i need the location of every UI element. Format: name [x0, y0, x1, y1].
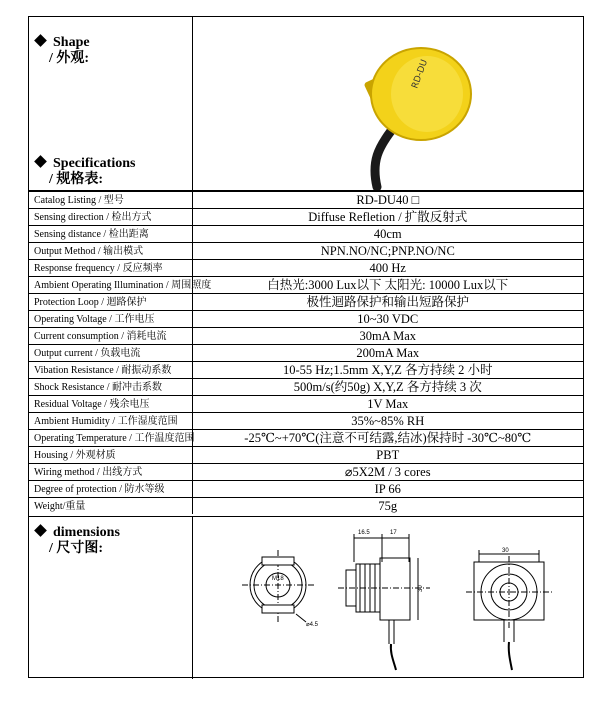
spec-row: [29, 447, 583, 464]
spec-label: Vibation Resistance / 耐振动系数: [29, 362, 192, 379]
spec-label: Degree of protection / 防水等级: [29, 481, 192, 498]
spec-row: [29, 311, 583, 328]
spec-label: Protection Loop / 迴路保护: [29, 294, 192, 311]
label-thread-length: 16.5: [358, 530, 370, 536]
spec-row: [29, 430, 583, 447]
label-thread: M18: [272, 576, 284, 582]
spec-value: IP 66: [192, 481, 583, 498]
spec-value: 35%~85% RH: [192, 413, 583, 430]
spec-value: 白热光:3000 Lux以下 太阳光: 10000 Lux以下: [192, 277, 583, 294]
spec-table: [29, 191, 583, 514]
spec-row: [29, 498, 583, 515]
spec-label: Operating Temperature / 工作温度范围: [29, 430, 192, 447]
spec-row: [29, 209, 583, 226]
label-mount-hole: ⌀4.5: [306, 622, 318, 628]
spec-label: Ambient Operating Illumination / 周围照度: [29, 277, 192, 294]
datasheet: [28, 16, 584, 678]
label-rear-width: 30: [502, 548, 509, 554]
spec-value: 400 Hz: [192, 260, 583, 277]
spec-row: [29, 243, 583, 260]
spec-value: 10-55 Hz;1.5mm X,Y,Z 各方持续 2 小时: [192, 362, 583, 379]
spec-row: [29, 413, 583, 430]
spec-label: Sensing distance / 检出距离: [29, 226, 192, 243]
spec-value: 10~30 VDC: [192, 311, 583, 328]
specifications-title: Specifications: [53, 156, 136, 171]
spec-row: [29, 226, 583, 243]
spec-label: Response frequency / 反应频率: [29, 260, 192, 277]
spec-value: 500m/s(约50g) X,Y,Z 各方持续 3 次: [192, 379, 583, 396]
spec-label: Current consumption / 消耗电流: [29, 328, 192, 345]
spec-row: [29, 277, 583, 294]
spec-label: Output current / 负载电流: [29, 345, 192, 362]
spec-value: 200mA Max: [192, 345, 583, 362]
cable: [375, 131, 391, 187]
shape-title: Shape: [53, 35, 90, 50]
side-view: [338, 534, 430, 670]
dimensions-heading: [33, 525, 120, 557]
label-body-height: 30: [418, 585, 424, 592]
divider-vertical: [192, 516, 193, 679]
spec-row: [29, 260, 583, 277]
spec-label: Residual Voltage / 残余电压: [29, 396, 192, 413]
spec-value: 1V Max: [192, 396, 583, 413]
spec-value: PBT: [192, 447, 583, 464]
spec-value: Diffuse Refletion / 扩散反射式: [192, 209, 583, 226]
specifications-subtitle: / 规格表:: [49, 172, 104, 187]
shape-subtitle: / 外观:: [49, 51, 90, 66]
spec-row: [29, 345, 583, 362]
spec-value: NPN.NO/NC;PNP.NO/NC: [192, 243, 583, 260]
spec-label: Ambient Humidity / 工作湿度范围: [29, 413, 192, 430]
spec-value: ⌀5X2M / 3 cores: [192, 464, 583, 481]
label-body-length: 17: [390, 530, 397, 536]
rear-view: [466, 550, 552, 670]
spec-label: Output Method / 输出模式: [29, 243, 192, 260]
spec-label: Housing / 外观材质: [29, 447, 192, 464]
spec-label: Wiring method / 出线方式: [29, 464, 192, 481]
spec-value: 极性迴路保护和输出短路保护: [192, 294, 583, 311]
spec-label: Shock Resistance / 耐冲击系数: [29, 379, 192, 396]
shape-heading: [33, 35, 90, 67]
spec-label: Operating Voltage / 工作电压: [29, 311, 192, 328]
spec-label: Catalog Listing / 型号: [29, 192, 192, 209]
spec-row: [29, 396, 583, 413]
specifications-heading: [33, 156, 135, 188]
divider-horizontal: [29, 516, 583, 517]
spec-value: 75g: [192, 498, 583, 515]
spec-label: Sensing direction / 检出方式: [29, 209, 192, 226]
front-view: [242, 550, 314, 622]
spec-row: [29, 362, 583, 379]
diamond-bullet-icon: [34, 524, 47, 537]
spec-value: 40cm: [192, 226, 583, 243]
spec-row: [29, 192, 583, 209]
diamond-bullet-icon: [34, 34, 47, 47]
spec-row: [29, 379, 583, 396]
spec-row: [29, 464, 583, 481]
spec-row: [29, 328, 583, 345]
dimensions-subtitle: / 尺寸图:: [49, 541, 104, 556]
dimension-drawing: [234, 522, 579, 672]
spec-value: -25℃~+70℃(注意不可结露,结冰)保持时 -30℃~80℃: [192, 430, 583, 447]
spec-row: [29, 481, 583, 498]
spec-value: 30mA Max: [192, 328, 583, 345]
sensor-photo: [329, 39, 479, 189]
divider-vertical: [192, 17, 193, 191]
dimensions-title: dimensions: [53, 525, 120, 540]
spec-label: Weight/重量: [29, 498, 192, 515]
svg-text:RD-DU: RD-DU: [410, 58, 431, 91]
diamond-bullet-icon: [34, 155, 47, 168]
spec-row: [29, 294, 583, 311]
spec-value: RD-DU40 □: [192, 192, 583, 209]
